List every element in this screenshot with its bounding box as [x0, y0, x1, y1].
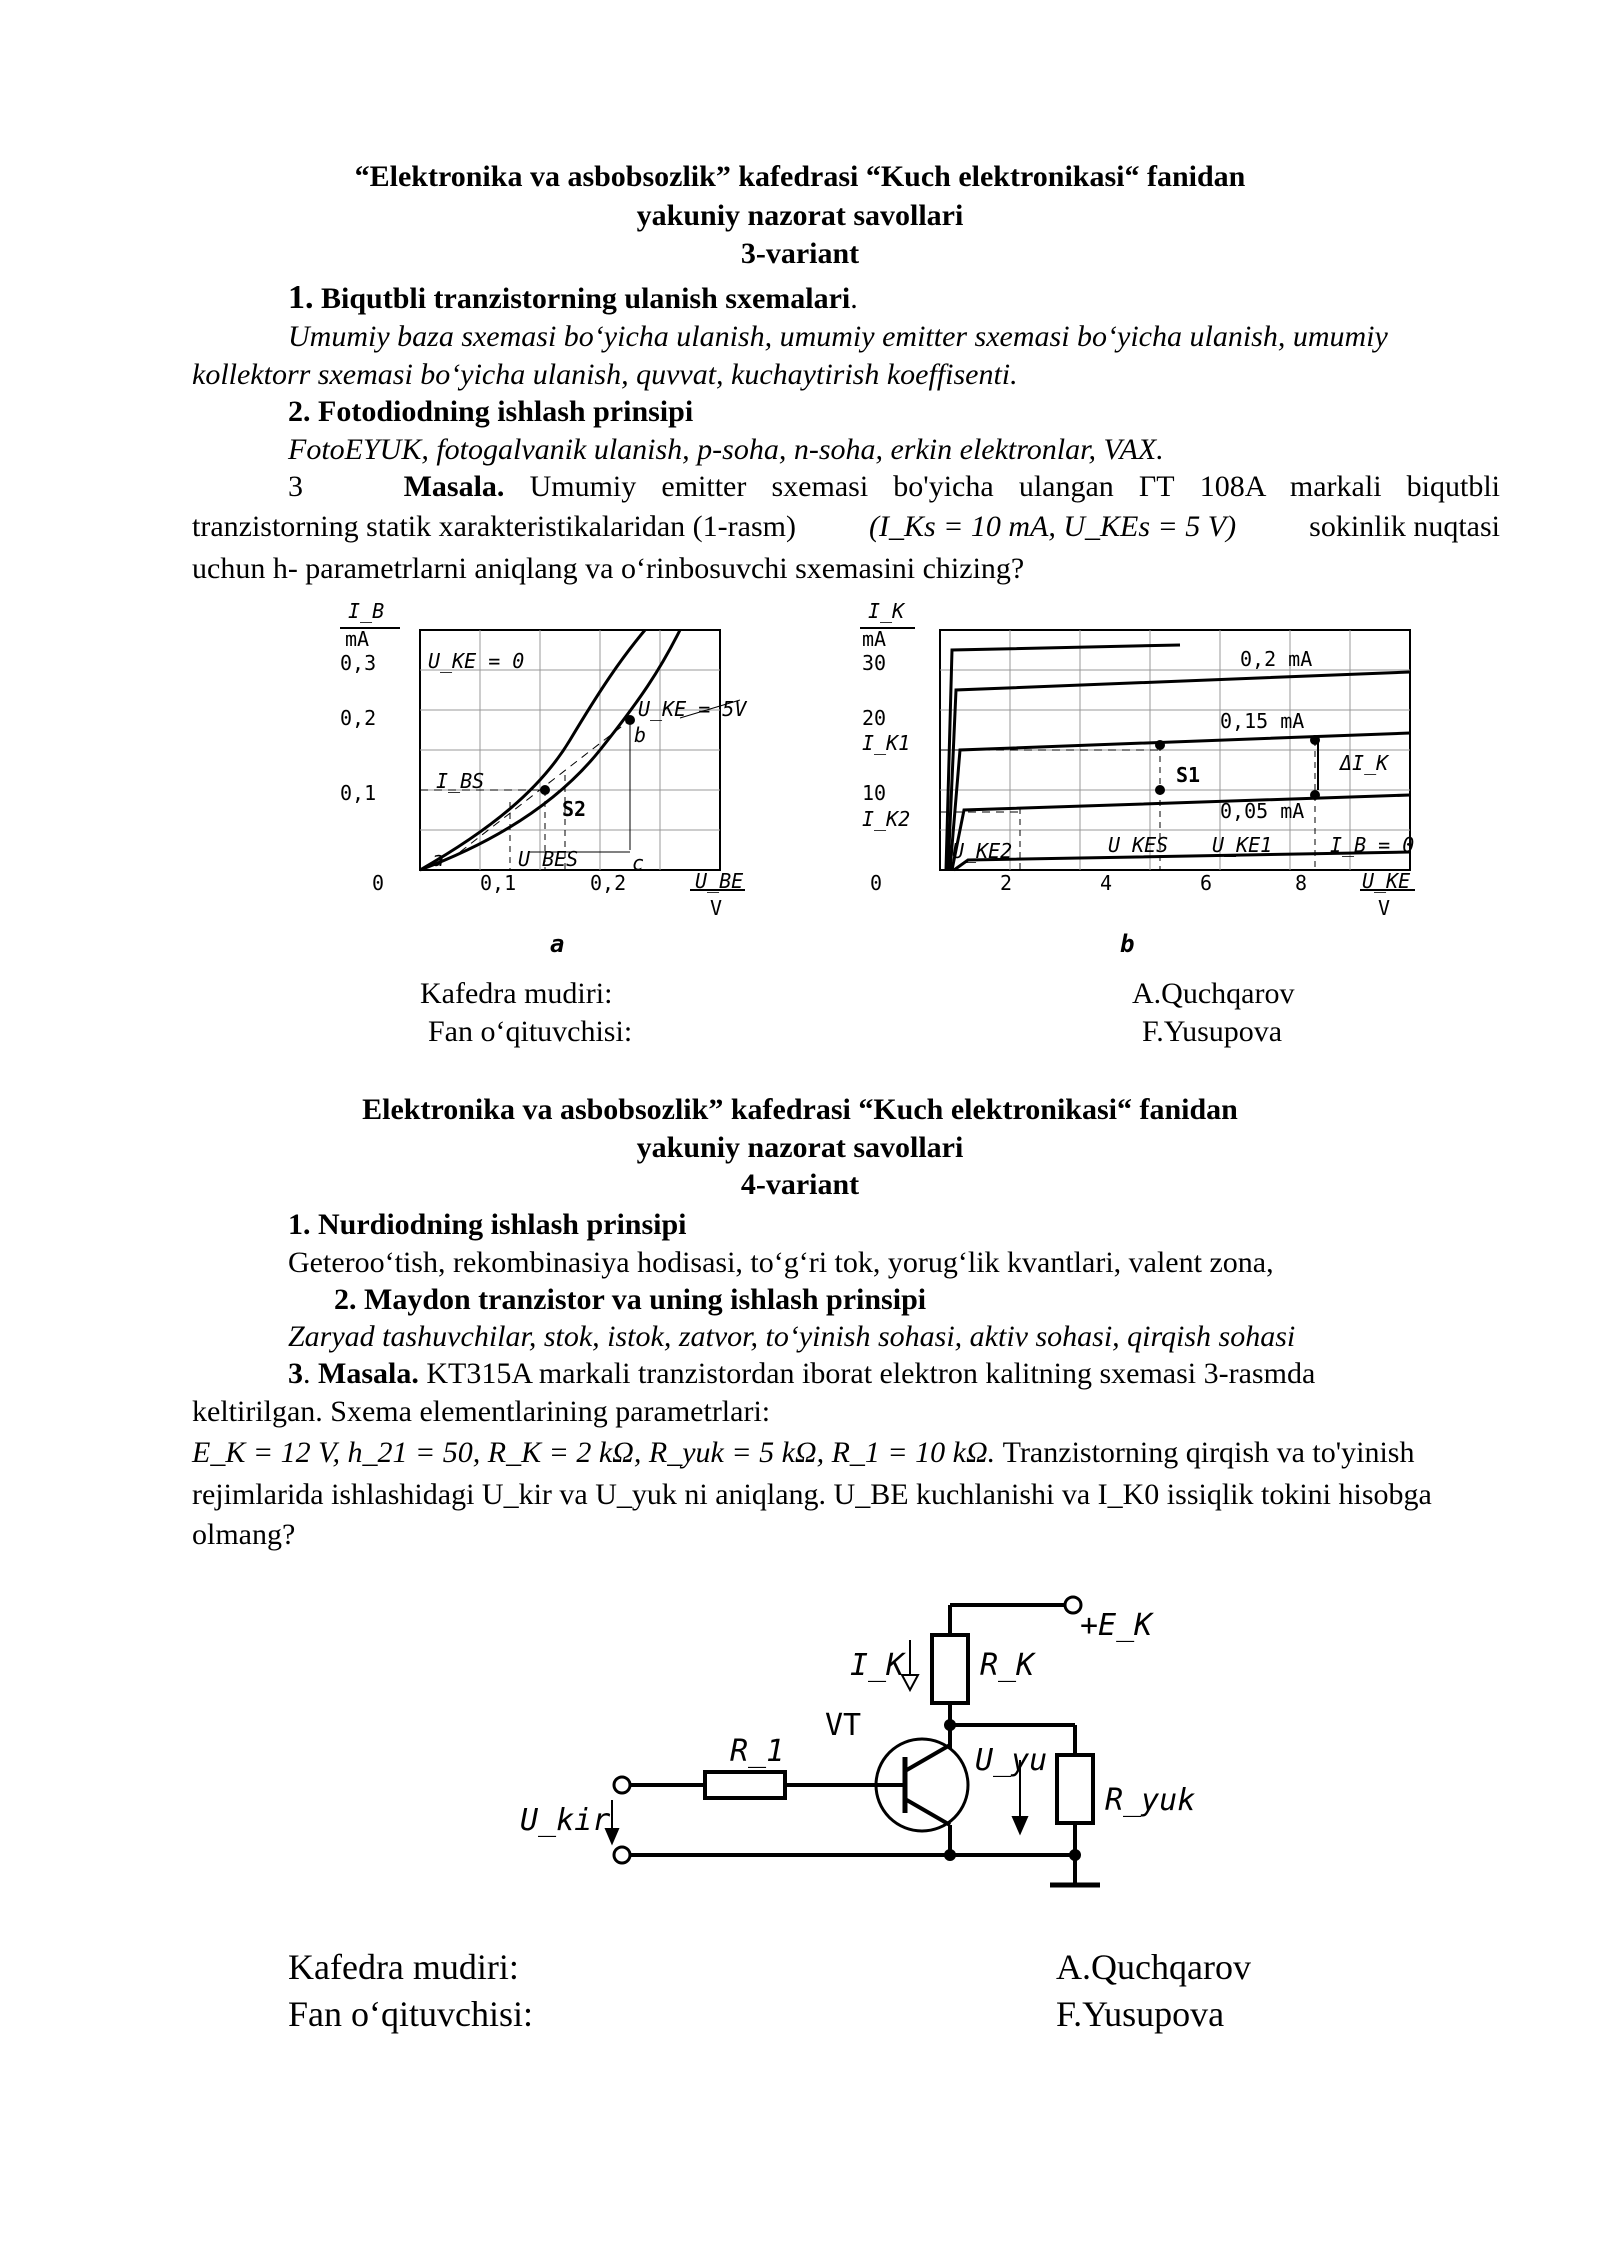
panel-b-ytick-30: 30 — [862, 651, 887, 675]
panel-b-xtick-4: 4 — [1100, 871, 1113, 895]
panel-a-point-s2: S2 — [562, 797, 587, 821]
v3-teacher-name: F.Yusupova — [1142, 1015, 1283, 1048]
circuit-supply-label: +E_K — [1080, 1608, 1153, 1643]
panel-a-x-label: U_BE — [695, 869, 744, 893]
panel-a-curve-label-0: U_KE = 0 — [428, 649, 525, 673]
panel-a-caption: a — [550, 930, 565, 958]
circuit-vt-label: VT — [825, 1708, 862, 1743]
v3-q3-label: Masala. — [403, 470, 505, 503]
v4-q1-keywords: Geteroo‘tish, rekombinasiya hodisasi, to‘g‘ri tok, yorug‘lik kvantlari, valent zona, — [288, 1246, 1274, 1279]
v4-header-line1: Elektronika va asbobsozlik” kafedrasi “Kuch elektronikasi“ fanidan — [362, 1093, 1238, 1126]
panel-a-x-unit: V — [710, 896, 723, 920]
v3-q3-line1-text: Umumiy emitter sxemasi bo'yicha ulangan ГТ 108A markali biqutbli — [529, 470, 1501, 503]
v4-q3-line3-tail: Tranzistorning qirqish va to'yinish — [1002, 1436, 1415, 1469]
panel-b-y-label: I_K — [868, 599, 905, 623]
panel-a-ytick-0: 0 — [372, 871, 385, 895]
panel-b-uke1: U_KE1 — [1212, 833, 1273, 857]
v4-q3-params: E_K = 12 V, h_21 = 50, R_K = 2 kΩ, R_yuk = 5 kΩ, R_1 = 10 kΩ. — [192, 1436, 996, 1469]
circuit-ik-label: I_K — [850, 1648, 905, 1683]
panel-b-curve-label-005: 0,05 mA — [1220, 799, 1305, 823]
panel-b-ukes: U_KES — [1108, 833, 1169, 857]
v4-q2-keywords: Zaryad tashuvchilar, stok, istok, zatvor, to‘yinish sohasi, aktiv sohasi, qirqish sohasi — [288, 1320, 1296, 1353]
panel-b-ik2: I_K2 — [862, 807, 911, 831]
v3-header-line2: yakuniy nazorat savollari — [636, 199, 964, 232]
v3-q1-title-text: Biqutbli tranzistorning ulanish sxemalari — [321, 282, 851, 315]
v3-q2-keywords: FotoEYUK, fotogalvanik ulanish, p-soha, n-soha, erkin elektronlar, VAX. — [288, 433, 1164, 466]
panel-b-delta-ik: ΔI_K — [1340, 751, 1389, 775]
panel-b-ytick-10: 10 — [862, 781, 887, 805]
supply-terminal — [1065, 1597, 1081, 1613]
panel-a-ytick-02: 0,2 — [340, 706, 377, 730]
v3-q3-line3: uchun h- parametrlarni aniqlang va o‘rinbosuvchi sxemasini chizing? — [192, 552, 1025, 585]
panel-b-ytick-20: 20 — [862, 706, 887, 730]
circuit-ukir-label: U_kir — [520, 1803, 611, 1838]
v3-head-label: Kafedra mudiri: — [420, 977, 613, 1010]
v4-header-line2: yakuniy nazorat savollari — [636, 1131, 964, 1164]
v4-head-name: A.Quchqarov — [1056, 1947, 1251, 1987]
v3-q3-number: 3 — [288, 470, 303, 503]
input-terminal-bottom — [614, 1847, 630, 1863]
circuit-rk-label: R_K — [980, 1648, 1035, 1683]
ryuk-resistor — [1057, 1755, 1093, 1823]
panel-b-ytick-0: 0 — [870, 871, 883, 895]
v4-q3-line2: keltirilgan. Sxema elementlarining parametrlari: — [192, 1395, 771, 1428]
panel-a-curve-label-5v: U_KE = 5V — [638, 697, 747, 721]
panel-b-curve-label-015: 0,15 mA — [1220, 709, 1305, 733]
v4-q3-line1: 3. Masala. KT315A markali tranzistordan iborat elektron kalitning sxemasi 3-rasmda — [288, 1357, 1316, 1390]
v4-teacher-label: Fan o‘qituvchisi: — [288, 1994, 533, 2034]
v4-q3-line4: rejimlarida ishlashidagi U_kir va U_yuk ni aniqlang. U_BE kuchlanishi va I_K0 issiqlik tokini hisobga — [192, 1478, 1432, 1511]
v3-q1-number: 1. — [288, 279, 314, 316]
v3-q1-title: 1. Biqutbli tranzistorning ulanish sxemalari. — [288, 279, 858, 316]
v4-q1-title: 1. Nurdiodning ishlash prinsipi — [288, 1208, 687, 1241]
panel-b-xtick-2: 2 — [1000, 871, 1013, 895]
v3-q1-keywords-2: kollektorr sxemasi bo‘yicha ulanish, quvvat, kuchaytirish koeffisenti. — [192, 358, 1018, 391]
v3-head-name: A.Quchqarov — [1132, 977, 1295, 1010]
panel-b-curve-label-ib0: I_B = 0 — [1330, 833, 1415, 857]
panel-b-y-unit: mA — [862, 627, 887, 651]
circuit-ryuk-label: R_yuk — [1105, 1783, 1196, 1818]
v3-teacher-label: Fan o‘qituvchisi: — [428, 1015, 633, 1048]
panel-a-ubes: U_BES — [518, 847, 579, 871]
v4-variant-label: 4-variant — [740, 1168, 860, 1201]
panel-b-x-unit: V — [1378, 896, 1391, 920]
panel-a-ytick-01: 0,1 — [340, 781, 377, 805]
panel-a-ibs: I_BS — [436, 769, 485, 793]
v4-q3-line3 — [192, 1434, 1414, 1472]
circuit-uyu-label: U_yu — [975, 1743, 1048, 1778]
panel-a-point-a: a — [432, 847, 445, 871]
v4-head-label: Kafedra mudiri: — [288, 1947, 519, 1987]
v4-teacher-name: F.Yusupova — [1056, 1994, 1225, 2034]
v3-q3-line2-b: sokinlik nuqtasi — [1309, 510, 1500, 543]
v3-q3-formula: (I_Ks = 10 mA, U_KEs = 5 V) — [868, 510, 1237, 543]
input-terminal-top — [614, 1777, 630, 1793]
v3-header-line1: “Elektronika va asbobsozlik” kafedrasi “Kuch elektronikasi“ fanidan — [354, 160, 1246, 193]
panel-a-point-c: c — [632, 851, 645, 875]
v4-q3-label: Masala. — [318, 1357, 419, 1390]
v3-q3-line2-a: tranzistorning statik xarakteristikalaridan (1-rasm) — [192, 510, 796, 543]
panel-a-y-label: I_B — [348, 599, 385, 623]
panel-b-xtick-6: 6 — [1200, 871, 1213, 895]
circuit-diagram — [520, 1585, 1240, 1905]
v4-q2-title: 2. Maydon tranzistor va uning ishlash prinsipi — [334, 1283, 927, 1316]
v4-q3-number: 3 — [288, 1357, 303, 1390]
v3-variant-label: 3-variant — [740, 237, 860, 270]
panel-b-caption: b — [1120, 930, 1135, 958]
panel-a-xtick-02: 0,2 — [590, 871, 627, 895]
panel-b-uke2: U_KE2 — [952, 839, 1013, 863]
rk-resistor — [932, 1635, 968, 1703]
panel-a-point-b: b — [634, 723, 647, 747]
figure-1 — [300, 590, 1460, 970]
panel-b-curve-label-02: 0,2 mA — [1240, 647, 1313, 671]
v3-q2-title: 2. Fotodiodning ishlash prinsipi — [288, 395, 694, 428]
panel-b-x-label: U_KE — [1362, 869, 1411, 893]
v3-q3-line2 — [192, 508, 1500, 546]
circuit-r1-label: R_1 — [730, 1734, 785, 1769]
panel-b-xtick-8: 8 — [1295, 871, 1308, 895]
panel-a-ytick-03: 0,3 — [340, 651, 377, 675]
v3-q3-line1 — [288, 468, 1500, 506]
panel-b-ik1: I_K1 — [862, 731, 911, 755]
v4-q3-line5: olmang? — [192, 1518, 296, 1551]
v3-q1-keywords-1: Umumiy baza sxemasi bo‘yicha ulanish, umumiy emitter sxemasi bo‘yicha ulanish, umumiy — [288, 320, 1388, 353]
panel-b-point-s1: S1 — [1176, 763, 1201, 787]
panel-a-y-unit: mA — [345, 627, 370, 651]
panel-a-xtick-01: 0,1 — [480, 871, 517, 895]
v4-q3-line1-text: KT315A markali tranzistordan iborat elektron kalitning sxemasi 3-rasmda — [426, 1357, 1316, 1390]
r1-resistor — [705, 1772, 785, 1798]
